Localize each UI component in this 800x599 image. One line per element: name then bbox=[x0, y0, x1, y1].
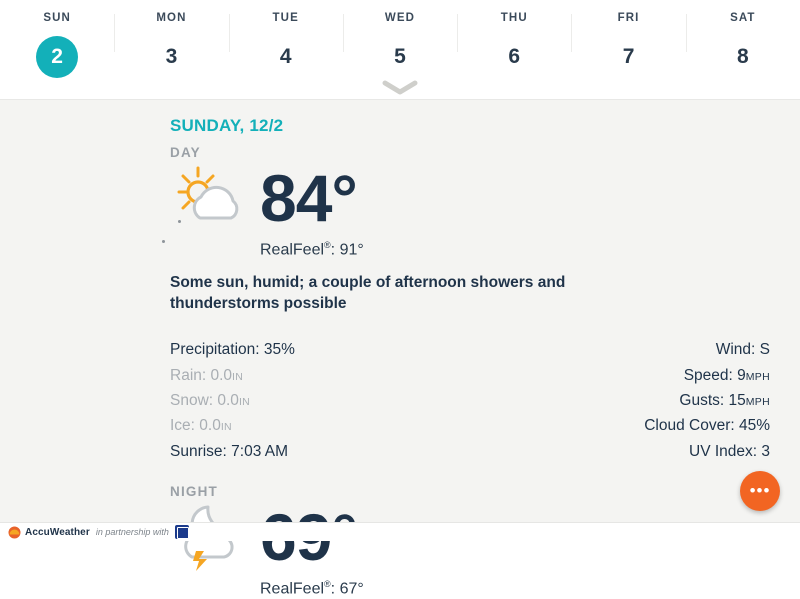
day-number: 4 bbox=[279, 45, 292, 68]
more-options-icon: ••• bbox=[749, 481, 771, 500]
column-divider bbox=[571, 14, 572, 52]
column-divider bbox=[114, 14, 115, 52]
stat-cloud-cover bbox=[560, 413, 770, 438]
day-column-fri[interactable] bbox=[571, 0, 685, 78]
day-of-week-label: SUN bbox=[43, 12, 71, 24]
sun-behind-cloud-icon bbox=[170, 162, 256, 234]
stat-unit: MPH bbox=[745, 370, 770, 383]
partner-text: in partnership with bbox=[95, 527, 169, 537]
stat-uv-index bbox=[560, 439, 770, 464]
day-period-label: DAY bbox=[170, 145, 201, 160]
day-temp-row bbox=[170, 162, 776, 234]
day-stats-right bbox=[560, 337, 776, 464]
day-number: 3 bbox=[165, 45, 178, 68]
day-of-week-label: THU bbox=[500, 12, 528, 24]
day-column-wed[interactable] bbox=[343, 0, 457, 78]
stat-label: Rain: 0.0 bbox=[170, 366, 233, 384]
scrollbar-track[interactable] bbox=[796, 100, 800, 522]
night-realfeel bbox=[260, 579, 776, 598]
chevron-down-icon bbox=[383, 81, 417, 95]
partner-logo-icon bbox=[175, 525, 189, 539]
night-period-label: NIGHT bbox=[170, 484, 218, 500]
column-divider bbox=[686, 14, 687, 52]
stat-label: Precipitation: 35% bbox=[170, 341, 295, 359]
day-number: 5 bbox=[394, 45, 406, 68]
column-divider bbox=[229, 14, 230, 52]
day-column-sun[interactable] bbox=[0, 0, 114, 78]
day-strip bbox=[0, 0, 800, 100]
stat-sunrise bbox=[170, 439, 560, 464]
day-temperature: 84° bbox=[260, 161, 357, 235]
column-divider bbox=[343, 14, 344, 52]
day-of-week-label: MON bbox=[156, 12, 187, 24]
day-of-week-label: SAT bbox=[730, 12, 756, 24]
footer-bar bbox=[0, 522, 800, 541]
day-number: 8 bbox=[736, 45, 749, 68]
day-phrase: Some sun, humid; a couple of afternoon showers and thunderstorms possible bbox=[170, 274, 566, 313]
stat-rain bbox=[170, 363, 560, 388]
day-number: 7 bbox=[622, 45, 635, 68]
day-realfeel bbox=[260, 240, 776, 259]
forecast-detail-panel bbox=[0, 100, 800, 598]
stat-snow bbox=[170, 388, 560, 413]
day-stats bbox=[170, 337, 776, 464]
stat-label: Wind: S bbox=[715, 341, 770, 359]
stray-dot bbox=[178, 220, 181, 223]
stat-wind bbox=[560, 337, 770, 362]
day-number: 6 bbox=[508, 45, 521, 68]
day-of-week-label: WED bbox=[384, 12, 416, 24]
stat-precipitation bbox=[170, 337, 560, 362]
realfeel-label: RealFeel bbox=[260, 580, 325, 598]
stray-dot bbox=[162, 240, 165, 243]
day-column-mon[interactable] bbox=[114, 0, 228, 78]
stat-unit: IN bbox=[238, 395, 251, 408]
day-number: 2 bbox=[36, 36, 78, 78]
stat-label: Cloud Cover: 45% bbox=[644, 417, 770, 435]
stat-label: Snow: 0.0 bbox=[170, 391, 239, 409]
stat-ice bbox=[170, 413, 560, 438]
more-options-button[interactable] bbox=[740, 471, 780, 511]
collapse-handle[interactable] bbox=[0, 81, 800, 95]
stat-label: Gusts: 15 bbox=[679, 391, 746, 409]
day-stats-left bbox=[170, 337, 560, 464]
accuweather-logo[interactable] bbox=[8, 526, 90, 539]
stat-label: UV Index: 3 bbox=[689, 442, 770, 460]
day-of-week-label: FRI bbox=[617, 12, 640, 24]
accuweather-brand-label: AccuWeather bbox=[25, 526, 90, 538]
stat-unit: IN bbox=[220, 421, 232, 434]
column-divider bbox=[457, 14, 458, 52]
day-of-week-label: TUE bbox=[272, 12, 299, 24]
realfeel-value: : 67° bbox=[330, 580, 364, 598]
detail-date: SUNDAY, 12/2 bbox=[170, 116, 284, 135]
realfeel-label: RealFeel bbox=[260, 241, 325, 259]
stat-speed bbox=[560, 363, 770, 388]
accuweather-mark-icon bbox=[8, 526, 21, 539]
stat-label: Speed: 9 bbox=[683, 366, 746, 384]
stat-label: Ice: 0.0 bbox=[170, 417, 221, 435]
day-column-tue[interactable] bbox=[229, 0, 343, 78]
stat-gusts bbox=[560, 388, 770, 413]
day-column-thu[interactable] bbox=[457, 0, 571, 78]
stat-label: Sunrise: 7:03 AM bbox=[170, 442, 289, 460]
day-column-sat[interactable] bbox=[686, 0, 800, 78]
stat-unit: IN bbox=[232, 370, 244, 383]
realfeel-registered-mark: ® bbox=[324, 579, 331, 590]
realfeel-registered-mark: ® bbox=[324, 240, 331, 250]
realfeel-value: : 91° bbox=[330, 241, 364, 259]
stat-unit: MPH bbox=[745, 395, 770, 408]
